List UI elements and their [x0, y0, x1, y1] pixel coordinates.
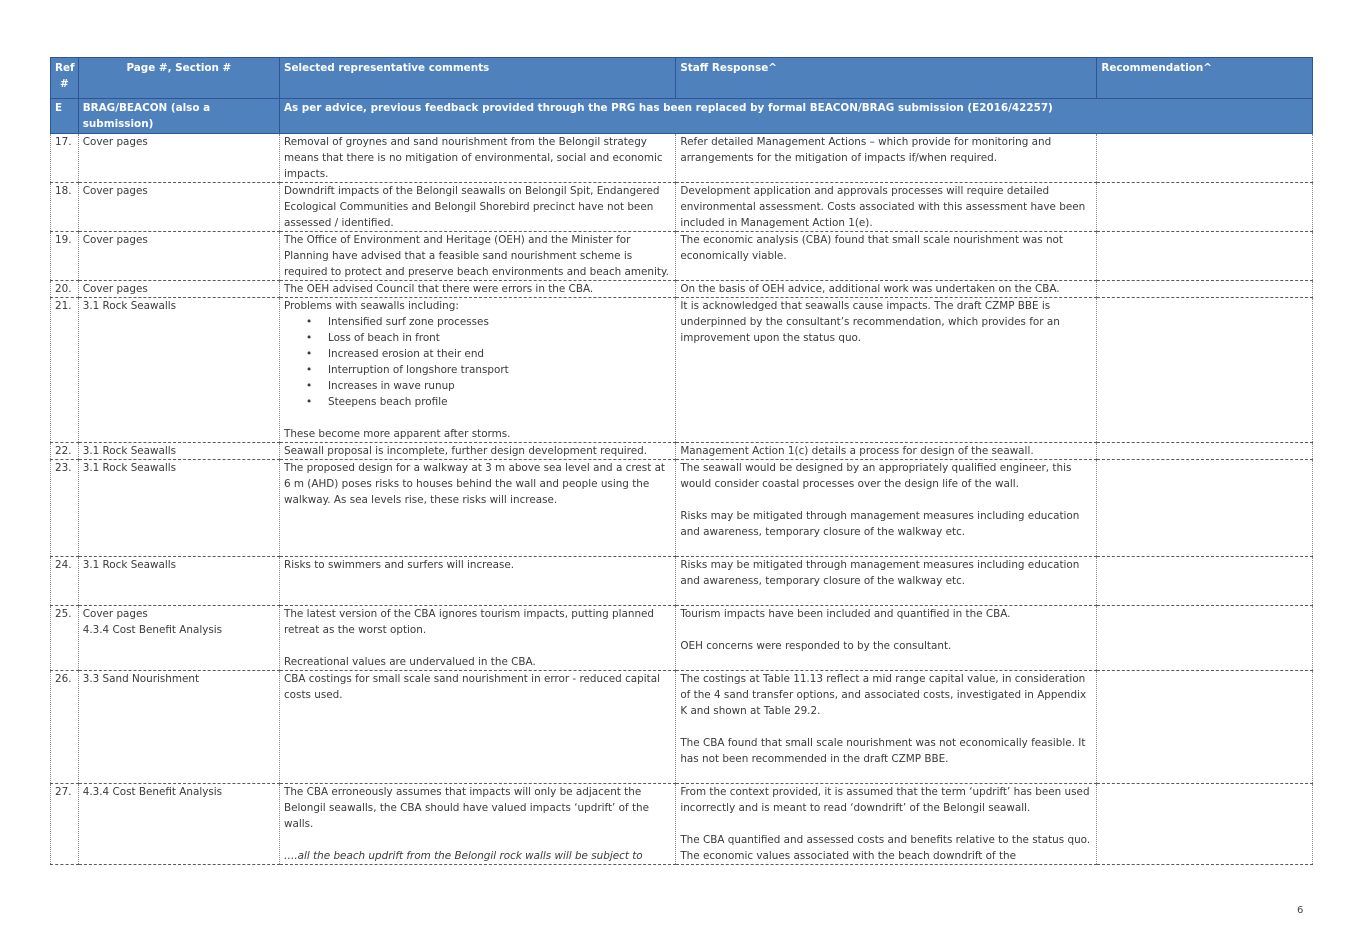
header-recommendation: Recommendation^ — [1097, 58, 1313, 99]
response-paragraph: Management Action 1(c) details a process for design of the seawall. — [680, 445, 1034, 457]
response-paragraph: OEH concerns were responded to by the consultant. — [680, 640, 952, 652]
row-page-section — [78, 298, 279, 443]
row-staff-response — [676, 606, 1097, 671]
table-row — [51, 298, 1313, 443]
table-row — [51, 281, 1313, 298]
table-row — [51, 557, 1313, 606]
row-staff-response — [676, 232, 1097, 281]
row-recommendation — [1097, 671, 1313, 784]
table-header-row — [51, 58, 1313, 99]
row-recommendation — [1097, 784, 1313, 865]
row-page-section — [78, 183, 279, 232]
page-section-line: Cover pages — [82, 234, 148, 246]
comment-bullets — [284, 314, 671, 410]
row-ref: 23. — [51, 460, 79, 557]
row-page-section — [78, 134, 279, 183]
header-ref: Ref # — [51, 58, 79, 99]
page-section-line: Cover pages — [82, 608, 148, 620]
bullet-item: • Increases in wave runup — [322, 378, 671, 394]
paragraph-gap — [284, 410, 671, 426]
row-ref: 19. — [51, 232, 79, 281]
paragraph-gap — [680, 492, 1092, 508]
row-page-section — [78, 606, 279, 671]
page-section-line: 4.3.4 Cost Benefit Analysis — [82, 624, 223, 636]
comment-paragraph: The latest version of the CBA ignores tourism impacts, putting planned retreat as the worst option. — [283, 608, 655, 636]
row-recommendation — [1097, 232, 1313, 281]
response-paragraph: Tourism impacts have been included and quantified in the CBA. — [680, 608, 1011, 620]
row-staff-response — [676, 557, 1097, 606]
row-comment — [279, 183, 675, 232]
row-recommendation — [1097, 557, 1313, 606]
page-section-line: 3.1 Rock Seawalls — [82, 462, 177, 474]
comment-paragraph: The CBA erroneously assumes that impacts will only be adjacent the Belongil seawalls, the CBA should have valued impacts ‘updrift’ of the walls. — [283, 786, 650, 830]
submissions-table — [50, 57, 1313, 865]
row-ref: 20. — [51, 281, 79, 298]
row-ref: 24. — [51, 557, 79, 606]
row-recommendation — [1097, 281, 1313, 298]
comment-paragraph: Removal of groynes and sand nourishment from the Belongil strategy means that there is no mitigation of environmental, social and economic impacts. — [283, 136, 663, 180]
row-comment — [279, 134, 675, 183]
row-recommendation — [1097, 134, 1313, 183]
paragraph-gap — [284, 638, 671, 654]
row-staff-response — [676, 298, 1097, 443]
comment-paragraph: CBA costings for small scale sand nourishment in error - reduced capital costs used. — [283, 673, 660, 701]
response-paragraph: The costings at Table 11.13 reflect a mid range capital value, in consideration of the 4 sand transfer options, and associated costs, investigated in Appendix K and shown at Table 29.2. — [680, 673, 1087, 717]
comment-paragraph: The proposed design for a walkway at 3 m above sea level and a crest at 6 m (AHD) poses risks to houses behind the wall and people using the walkway. As sea levels rise, these risks will increase. — [283, 462, 666, 506]
table-row — [51, 606, 1313, 671]
response-paragraph: From the context provided, it is assumed that the term ‘updrift’ has been used incorrectly and is meant to read ‘downdrift’ of the Belongil seawall. — [680, 786, 1090, 814]
row-page-section — [78, 557, 279, 606]
response-paragraph: The CBA found that small scale nourishment was not economically feasible. It has not been recommended in the draft CZMP BBE. — [680, 737, 1086, 765]
page-section-line: 3.1 Rock Seawalls — [82, 445, 177, 457]
row-comment — [279, 281, 675, 298]
bullet-item: • Loss of beach in front — [322, 330, 671, 346]
bullet-item: • Steepens beach profile — [322, 394, 671, 410]
section-row — [51, 99, 1313, 134]
row-ref: 17. — [51, 134, 79, 183]
page-section-line: Cover pages — [82, 185, 148, 197]
page-section-line: Cover pages — [82, 136, 148, 148]
comment-intro: Problems with seawalls including: — [283, 300, 459, 312]
response-paragraph: Refer detailed Management Actions – which provide for monitoring and arrangements for the mitigation of impacts if/when required. — [680, 136, 1052, 164]
row-comment — [279, 557, 675, 606]
header-comments: Selected representative comments — [279, 58, 675, 99]
page-section-line: 4.3.4 Cost Benefit Analysis — [82, 786, 223, 798]
table-row — [51, 784, 1313, 865]
response-paragraph: The economic analysis (CBA) found that small scale nourishment was not economically viable. — [680, 234, 1063, 262]
row-staff-response — [676, 281, 1097, 298]
page-section-line: 3.1 Rock Seawalls — [82, 300, 177, 312]
row-page-section — [78, 232, 279, 281]
table-row — [51, 671, 1313, 784]
bullet-item: • Increased erosion at their end — [322, 346, 671, 362]
row-ref: 27. — [51, 784, 79, 865]
table-row — [51, 443, 1313, 460]
page-section-line: 3.1 Rock Seawalls — [82, 559, 177, 571]
row-staff-response — [676, 183, 1097, 232]
row-staff-response — [676, 460, 1097, 557]
response-paragraph: On the basis of OEH advice, additional work was undertaken on the CBA. — [680, 283, 1060, 295]
response-paragraph: Risks may be mitigated through management measures including education and awareness, temporary closure of the walkway etc. — [680, 510, 1080, 538]
row-staff-response — [676, 784, 1097, 865]
page-number: 6 — [1297, 905, 1304, 916]
row-recommendation — [1097, 443, 1313, 460]
row-ref: 18. — [51, 183, 79, 232]
row-ref: 22. — [51, 443, 79, 460]
row-recommendation — [1097, 606, 1313, 671]
section-code: E — [51, 99, 79, 134]
row-recommendation — [1097, 460, 1313, 557]
row-recommendation — [1097, 298, 1313, 443]
response-paragraph: Development application and approvals processes will require detailed environmental assessment. Costs associated with this assessment have been included in Management Action 1(e). — [680, 185, 1086, 229]
row-comment — [279, 298, 675, 443]
row-comment — [279, 784, 675, 865]
response-paragraph: It is acknowledged that seawalls cause impacts. The draft CZMP BBE is underpinned by the consultant’s recommendation, which provides for an improvement upon the status quo. — [680, 300, 1060, 344]
comment-paragraph: Seawall proposal is incomplete, further design development required. — [283, 445, 648, 457]
row-page-section — [78, 671, 279, 784]
paragraph-gap — [680, 767, 1092, 783]
row-recommendation — [1097, 183, 1313, 232]
comment-outro: These become more apparent after storms. — [283, 428, 511, 440]
row-comment — [279, 232, 675, 281]
row-staff-response — [676, 443, 1097, 460]
row-comment — [279, 443, 675, 460]
header-staff-response: Staff Response^ — [676, 58, 1097, 99]
paragraph-gap — [680, 654, 1092, 670]
row-page-section — [78, 443, 279, 460]
paragraph-gap — [680, 540, 1092, 556]
table-row — [51, 183, 1313, 232]
page-section-line: 3.3 Sand Nourishment — [82, 673, 200, 685]
paragraph-gap — [284, 832, 671, 848]
response-paragraph: The seawall would be designed by an appropriately qualified engineer, this would consider coastal processes over the design life of the wall. — [680, 462, 1072, 490]
paragraph-gap — [680, 816, 1092, 832]
response-paragraph: The CBA quantified and assessed costs and benefits relative to the status quo. The economic values associated with the beach downdrift of the — [680, 834, 1091, 862]
row-ref: 26. — [51, 671, 79, 784]
comment-quote: ….all the beach updrift from the Belongil rock walls will be subject to — [283, 850, 643, 862]
row-ref: 25. — [51, 606, 79, 671]
table-row — [51, 460, 1313, 557]
comment-paragraph: The Office of Environment and Heritage (OEH) and the Minister for Planning have advised that a feasible sand nourishment scheme is required to protect and preserve beach environments and beach amenity. — [283, 234, 669, 278]
row-comment — [279, 460, 675, 557]
header-page-section: Page #, Section # — [78, 58, 279, 99]
paragraph-gap — [680, 622, 1092, 638]
row-page-section — [78, 784, 279, 865]
row-staff-response — [676, 134, 1097, 183]
table-row — [51, 134, 1313, 183]
paragraph-gap — [680, 589, 1092, 605]
bullet-item: • Intensified surf zone processes — [322, 314, 671, 330]
row-page-section — [78, 460, 279, 557]
paragraph-gap — [680, 719, 1092, 735]
row-page-section — [78, 281, 279, 298]
section-note: As per advice, previous feedback provided through the PRG has been replaced by formal BEACON/BRAG submission (E2016/42257) — [279, 99, 1312, 134]
comment-paragraph: The OEH advised Council that there were errors in the CBA. — [283, 283, 594, 295]
row-comment — [279, 671, 675, 784]
row-ref: 21. — [51, 298, 79, 443]
row-staff-response — [676, 671, 1097, 784]
row-comment — [279, 606, 675, 671]
response-paragraph: Risks may be mitigated through management measures including education and awareness, temporary closure of the walkway etc. — [680, 559, 1080, 587]
bullet-item: • Interruption of longshore transport — [322, 362, 671, 378]
section-name: BRAG/BEACON (also a submission) — [78, 99, 279, 134]
table-row — [51, 232, 1313, 281]
comment-paragraph: Downdrift impacts of the Belongil seawalls on Belongil Spit, Endangered Ecological Communities and Belongil Shorebird precinct have not been assessed / identified. — [283, 185, 660, 229]
page-section-line: Cover pages — [82, 283, 148, 295]
comment-paragraph: Recreational values are undervalued in the CBA. — [283, 656, 536, 668]
comment-paragraph: Risks to swimmers and surfers will increase. — [283, 559, 515, 571]
